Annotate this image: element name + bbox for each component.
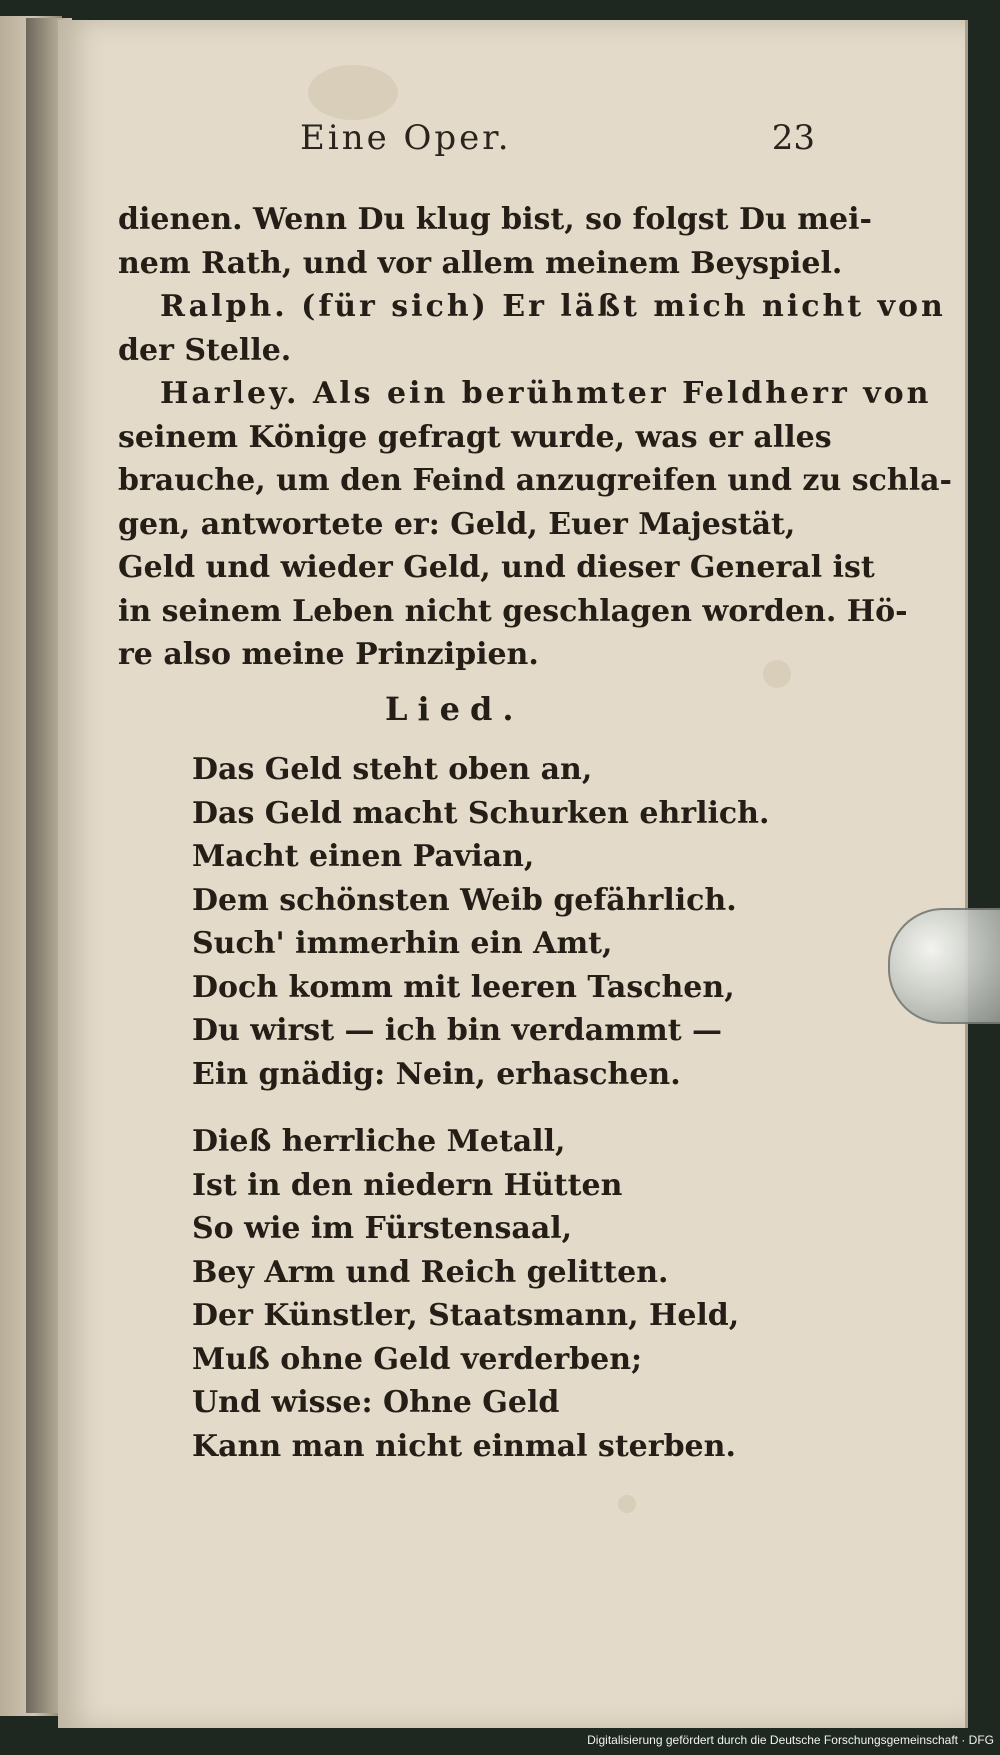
speaker-line: Harley. Als ein berühmter Feldherr von	[160, 376, 932, 411]
running-head: Eine Oper.	[300, 118, 512, 158]
text-line: Geld und wieder Geld, und dieser General ist	[118, 550, 875, 585]
verse-line: Der Künstler, Staatsmann, Held,	[192, 1298, 740, 1333]
text-line: brauche, um den Feind anzugreifen und zu schla-	[118, 463, 952, 498]
verse-line: Das Geld steht oben an,	[192, 752, 593, 787]
verse-line: Und wisse: Ohne Geld	[192, 1385, 560, 1420]
song-stanza-2	[192, 1120, 752, 1468]
song-stanza-1	[192, 748, 770, 1096]
verse-line: Ist in den niedern Hütten	[192, 1167, 623, 1203]
verse-line: Bey Arm und Reich gelitten.	[192, 1254, 669, 1290]
text-line: in seinem Leben nicht geschlagen worden. Hö-	[118, 593, 908, 629]
digitization-credit: Digitalisierung gefördert durch die Deutsche Forschungsgemeinschaft · DFG	[587, 1733, 994, 1747]
speaker-line: Ralph. (für sich) Er läßt mich nicht von	[160, 289, 946, 324]
text-line: dienen. Wenn Du klug bist, so folgst Du mei-	[118, 202, 872, 237]
text-line: nem Rath, und vor allem meinem Beyspiel.	[118, 245, 843, 281]
paper-stain	[618, 1495, 636, 1513]
text-line: seinem Könige gefragt wurde, was er alles	[118, 419, 832, 455]
verse-line: Ein gnädig: Nein, erhaschen.	[192, 1056, 681, 1092]
verse-line: Du wirst — ich bin verdammt —	[192, 1013, 723, 1048]
verse-line: Kann man nicht einmal sterben.	[192, 1428, 736, 1464]
verse-line: Das Geld macht Schurken ehrlich.	[192, 795, 770, 831]
verse-line: Dieß herrliche Metall,	[192, 1124, 566, 1159]
verse-line: Muß ohne Geld verderben;	[192, 1341, 643, 1377]
page-clip-icon	[888, 908, 1000, 1024]
text-line: der Stelle.	[118, 332, 292, 368]
verse-line: Macht einen Pavian,	[192, 839, 535, 874]
verse-line: Doch komm mit leeren Taschen,	[192, 969, 735, 1005]
text-line: gen, antwortete er: Geld, Euer Majestät,	[118, 506, 796, 542]
paper-stain	[308, 65, 398, 120]
verse-line: So wie im Fürstensaal,	[192, 1211, 573, 1246]
verse-line: Dem schönsten Weib gefährlich.	[192, 882, 737, 918]
song-title: Lied.	[385, 690, 524, 728]
text-line: re also meine Prinzipien.	[118, 637, 539, 672]
verse-line: Such' immerhin ein Amt,	[192, 926, 613, 961]
page-number: 23	[771, 118, 815, 158]
prose-text	[118, 198, 952, 677]
